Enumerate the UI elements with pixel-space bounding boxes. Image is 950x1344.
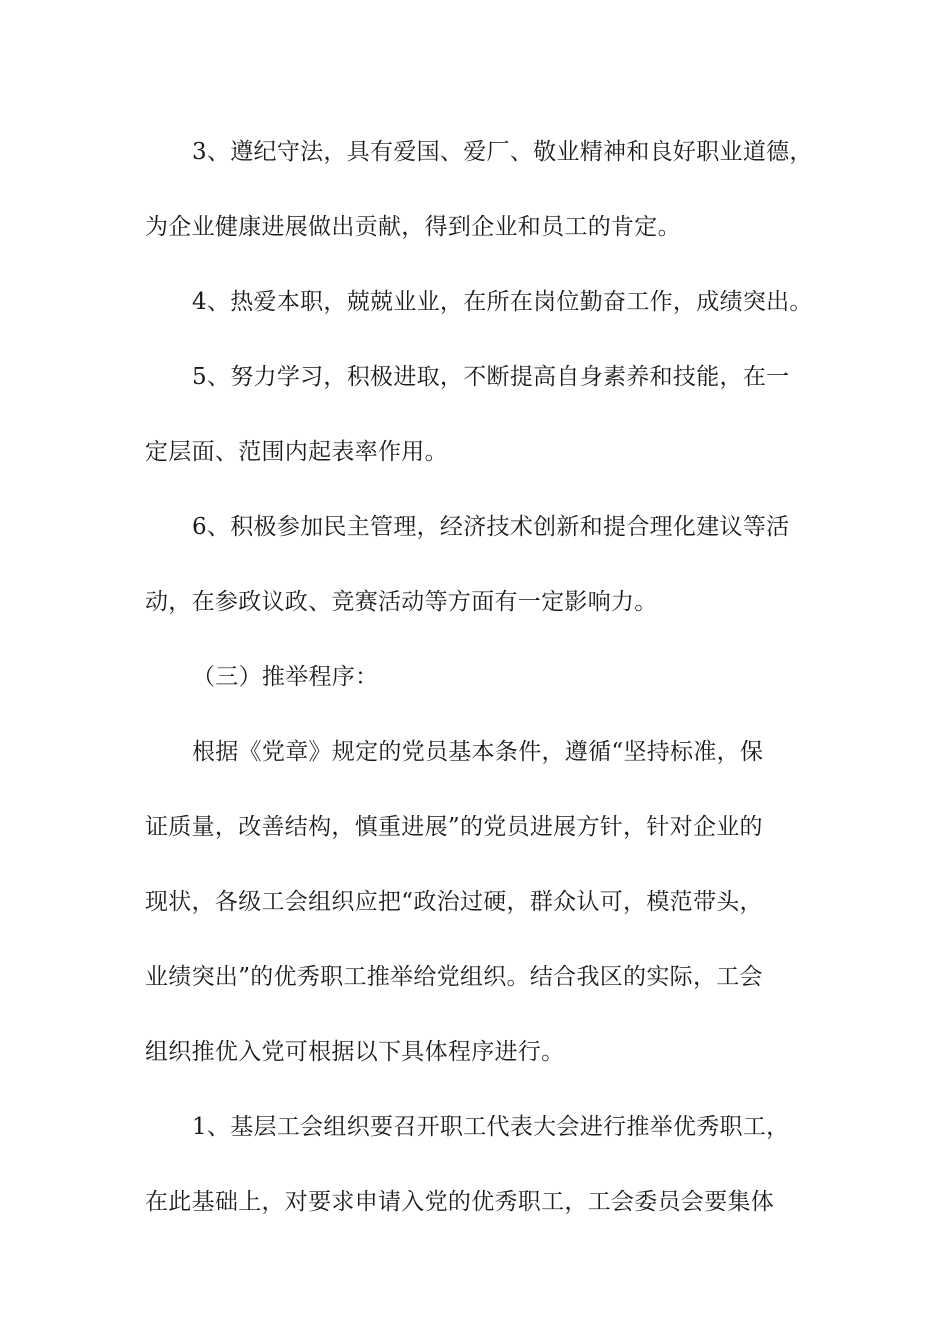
paragraph-line-5-start: 5、努力学习，积极进取，不断提高自身素养和技能，在一	[192, 364, 790, 390]
section-heading: （三）推举程序：	[192, 664, 379, 690]
paragraph-procedure-1: 根据《党章》规定的党员基本条件，遵循“坚持标准，保	[192, 739, 764, 765]
paragraph-line-6-cont: 动，在参政议政、竞赛活动等方面有一定影响力。	[145, 589, 658, 615]
paragraph-procedure-3: 现状，各级工会组织应把“政治过硬，群众认可，模范带头，	[145, 889, 763, 915]
paragraph-line-6-start: 6、积极参加民主管理，经济技术创新和提合理化建议等活	[192, 514, 790, 540]
paragraph-procedure-4: 业绩突出”的优秀职工推举给党组织。结合我区的实际，工会	[145, 964, 763, 990]
paragraph-step-1-cont: 在此基础上，对要求申请入党的优秀职工，工会委员会要集体	[145, 1189, 775, 1215]
paragraph-procedure-2: 证质量，改善结构，慎重进展”的党员进展方针，针对企业的	[145, 814, 763, 840]
paragraph-line-3-cont: 为企业健康进展做出贡献，得到企业和员工的肯定。	[145, 214, 681, 240]
paragraph-step-1-start: 1、基层工会组织要召开职工代表大会进行推举优秀职工，	[192, 1114, 790, 1140]
paragraph-line-5-cont: 定层面、范围内起表率作用。	[145, 439, 448, 465]
paragraph-line-4: 4、热爱本职，兢兢业业，在所在岗位勤奋工作，成绩突出。	[192, 289, 813, 315]
paragraph-line-3-start: 3、遵纪守法，具有爱国、爱厂、敬业精神和良好职业道德，	[192, 139, 813, 165]
paragraph-procedure-5: 组织推优入党可根据以下具体程序进行。	[145, 1039, 565, 1065]
